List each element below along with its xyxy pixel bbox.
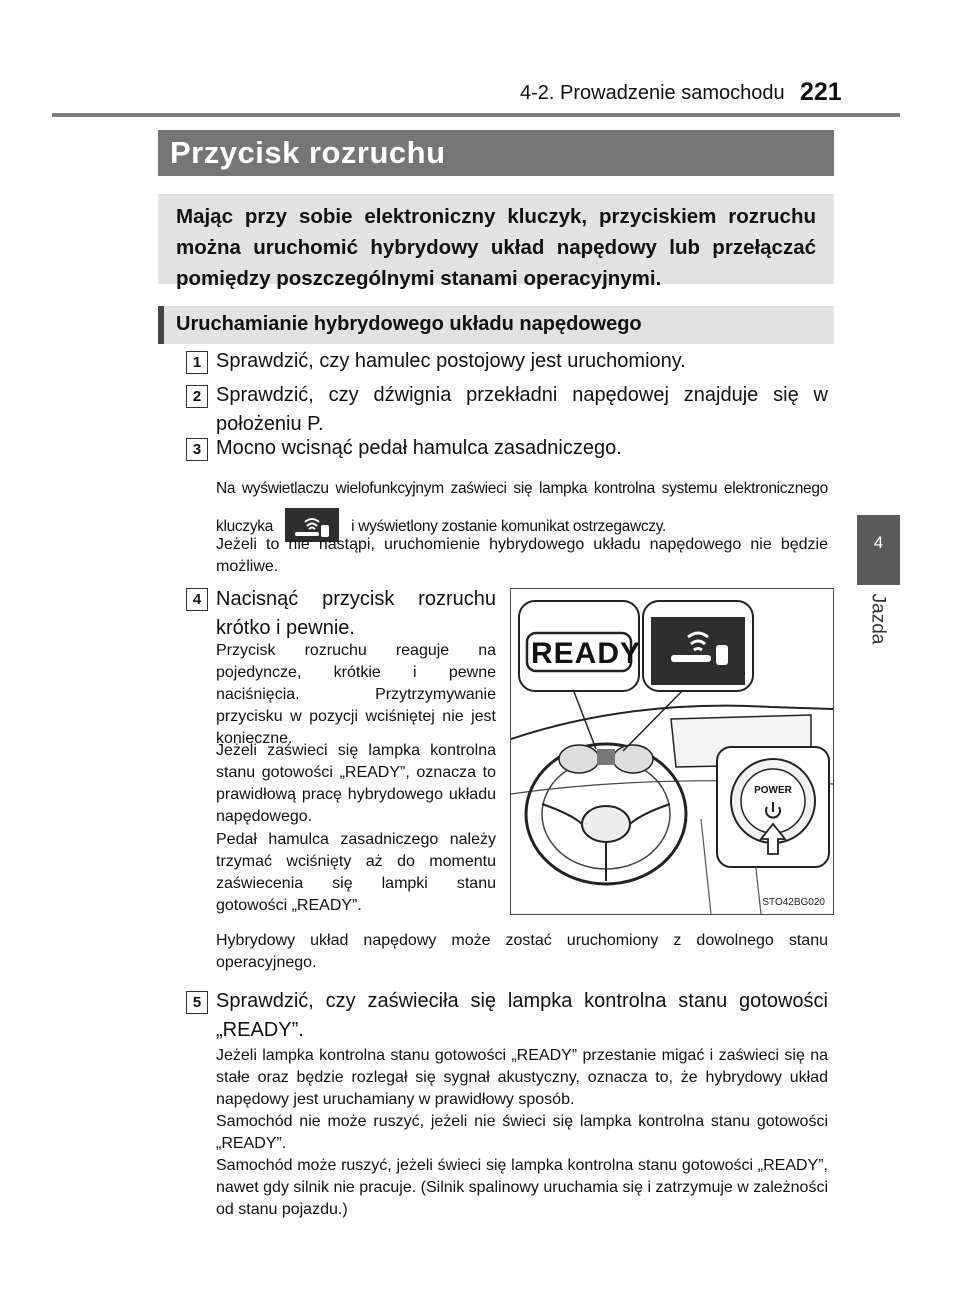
step-3-text: Mocno wcisnąć pedał hamulca zasadniczego. xyxy=(216,437,622,459)
start-button-illustration xyxy=(510,588,834,915)
step-3-note-2: Jeżeli to nie nastąpi, uruchomienie hybrydowego układu napędowego nie będzie możliwe. xyxy=(216,536,828,575)
step-4-note-2: Jeżeli zaświeci się lampka kontrolna stanu gotowości „READY”, oznacza to prawidłową pracę hybrydowego układu napędowego. xyxy=(216,742,496,825)
intro-panel xyxy=(158,194,834,290)
header-rule xyxy=(52,113,900,117)
step-5-note-3: Samochód może ruszyć, jeżeli świeci się lampka kontrolna stanu gotowości „READY”, nawet gdy silnik nie pracuje. (Silnik spalinowy uruchamia się i zatrzymuje w zależności od stanu pojazdu.) xyxy=(216,1157,828,1218)
ready-label: READY xyxy=(531,637,642,670)
subheader-title: Uruchamianie hybrydowego układu napędowego xyxy=(176,313,642,335)
step-number-2: 2 xyxy=(186,385,208,408)
chapter-label-text: Jazda xyxy=(867,593,889,645)
section-label: 4-2. Prowadzenie samochodu xyxy=(520,82,785,104)
step-number-3: 3 xyxy=(186,438,208,461)
chapter-tab[interactable]: 4 xyxy=(857,515,900,585)
step-number-1: 1 xyxy=(186,351,208,374)
step-4-note-4: Hybrydowy układ napędowy może zostać uruchomiony z dowolnego stanu operacyjnego. xyxy=(216,932,828,971)
intro-text: Mając przy sobie elektroniczny kluczyk, przyciskiem rozruchu można uruchomić hybrydowy układ napędowy lub przełączać pomiędzy poszczególnymi stanami operacyjnymi. xyxy=(176,205,816,290)
subheader-accent xyxy=(158,306,164,344)
step-number-5: 5 xyxy=(186,991,208,1014)
step-4-note-3: Pedał hamulca zasadniczego należy trzymać wciśnięty aż do momentu zaświecenia się lampki stanu gotowości „READY”. xyxy=(216,831,496,914)
step-4-note-1: Przycisk rozruchu reaguje na pojedyncze, krótkie i pewne naciśnięcia. Przytrzymywanie przycisku w pozycji wciśniętej nie jest konieczne. xyxy=(216,642,496,747)
figure-code: STO42BG020 xyxy=(762,897,825,908)
step-2-text: Sprawdzić, czy dźwignia przekładni napędowej znajduje się w położeniu P. xyxy=(216,384,828,435)
power-label: POWER xyxy=(754,785,792,796)
step-4-text: Nacisnąć przycisk rozruchu krótko i pewnie. xyxy=(216,588,496,639)
step-5-note-1: Jeżeli lampka kontrolna stanu gotowości „READY” przestanie migać i zaświeci się na stałe oraz będzie rozlegał się sygnał akustyczny, oznacza to, że hybrydowy układ napędowy jest uruchamiany w prawidłowy sposób. xyxy=(216,1047,828,1108)
title-banner xyxy=(158,130,834,176)
step-3-note-after: i wyświetlony zostanie komunikat ostrzegawczy. xyxy=(351,518,667,535)
key-signal-icon xyxy=(651,617,745,685)
page-title: Przycisk rozruchu xyxy=(170,135,446,170)
step-number-4: 4 xyxy=(186,588,208,611)
page-number: 221 xyxy=(800,78,842,106)
step-3-note-before: Na wyświetlaczu wielofunkcyjnym zaświeci się lampka kontrolna systemu elektronicznego kluczyka xyxy=(216,480,828,535)
step-1-text: Sprawdzić, czy hamulec postojowy jest uruchomiony. xyxy=(216,350,686,372)
subheader-bar xyxy=(158,306,834,344)
chapter-label xyxy=(866,590,890,650)
step-5-text: Sprawdzić, czy zaświeciła się lampka kontrolna stanu gotowości „READY”. xyxy=(216,990,828,1041)
step-5-note-2: Samochód nie może ruszyć, jeżeli nie świeci się lampka kontrolna stanu gotowości „READY”. xyxy=(216,1113,828,1152)
